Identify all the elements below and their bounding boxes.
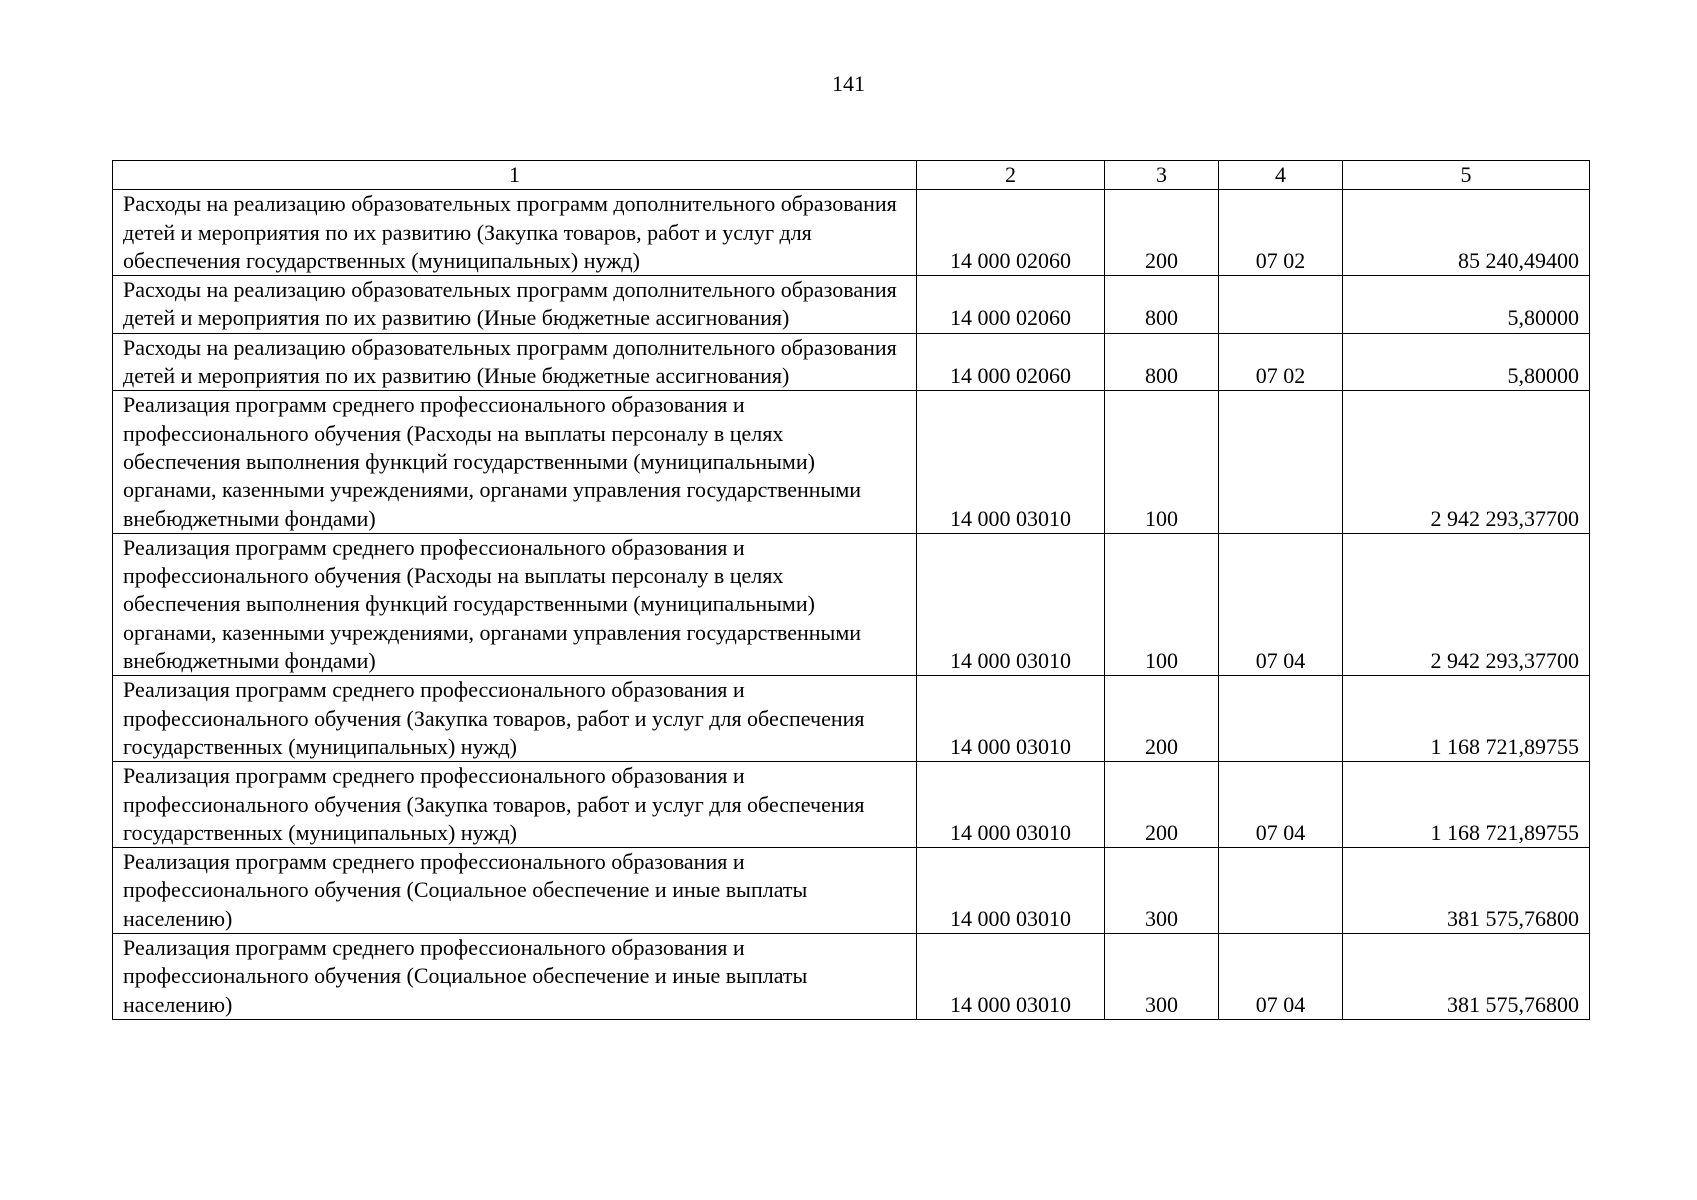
row-section — [1219, 676, 1343, 762]
table-row — [113, 190, 1590, 276]
row-target-article: 14 000 02060 — [917, 276, 1105, 334]
table-row — [113, 533, 1590, 675]
row-section — [1219, 276, 1343, 334]
row-amount: 5,80000 — [1343, 276, 1590, 334]
row-amount: 85 240,49400 — [1343, 190, 1590, 276]
row-expense-type: 300 — [1105, 848, 1219, 934]
row-target-article: 14 000 03010 — [917, 533, 1105, 675]
table-row — [113, 848, 1590, 934]
row-description: Реализация программ среднего профессионального образования и профессионального обучения (Закупка товаров, работ и услуг для обеспечения государственных (муниципальных) нужд) — [113, 676, 917, 762]
row-target-article: 14 000 03010 — [917, 391, 1105, 533]
row-amount: 2 942 293,37700 — [1343, 533, 1590, 675]
table-row — [113, 762, 1590, 848]
page-number: 141 — [832, 71, 865, 96]
row-section: 07 02 — [1219, 333, 1343, 391]
row-amount: 381 575,76800 — [1343, 934, 1590, 1020]
row-description: Расходы на реализацию образовательных программ дополнительного образования детей и мероприятия по их развитию (Иные бюджетные ассигнования) — [113, 333, 917, 391]
column-header: 4 — [1219, 161, 1343, 190]
row-amount: 1 168 721,89755 — [1343, 676, 1590, 762]
row-expense-type: 200 — [1105, 676, 1219, 762]
row-section — [1219, 391, 1343, 533]
table-row — [113, 391, 1590, 533]
row-description: Расходы на реализацию образовательных программ дополнительного образования детей и мероприятия по их развитию (Закупка товаров, работ и услуг для обеспечения государственных (муниципальных) нужд) — [113, 190, 917, 276]
row-expense-type: 200 — [1105, 190, 1219, 276]
table-row — [113, 676, 1590, 762]
table-row — [113, 934, 1590, 1020]
table-header-row — [113, 161, 1590, 190]
row-section: 07 04 — [1219, 762, 1343, 848]
row-section: 07 04 — [1219, 533, 1343, 675]
row-expense-type: 800 — [1105, 276, 1219, 334]
row-expense-type: 800 — [1105, 333, 1219, 391]
row-expense-type: 300 — [1105, 934, 1219, 1020]
budget-table — [112, 160, 1590, 1020]
row-description: Расходы на реализацию образовательных программ дополнительного образования детей и мероприятия по их развитию (Иные бюджетные ассигнования) — [113, 276, 917, 334]
row-description: Реализация программ среднего профессионального образования и профессионального обучения (Социальное обеспечение и иные выплаты населению) — [113, 934, 917, 1020]
row-description: Реализация программ среднего профессионального образования и профессионального обучения (Расходы на выплаты персоналу в целях обеспечения выполнения функций государственными (муниципальными) органами, казенными учреждениями, органами управления государственными внебюджетными фондами) — [113, 391, 917, 533]
row-section: 07 02 — [1219, 190, 1343, 276]
row-section — [1219, 848, 1343, 934]
row-expense-type: 200 — [1105, 762, 1219, 848]
row-amount: 5,80000 — [1343, 333, 1590, 391]
table-row — [113, 276, 1590, 334]
table-row — [113, 333, 1590, 391]
row-description: Реализация программ среднего профессионального образования и профессионального обучения (Социальное обеспечение и иные выплаты населению) — [113, 848, 917, 934]
row-section: 07 04 — [1219, 934, 1343, 1020]
row-target-article: 14 000 03010 — [917, 762, 1105, 848]
row-amount: 2 942 293,37700 — [1343, 391, 1590, 533]
row-expense-type: 100 — [1105, 391, 1219, 533]
row-target-article: 14 000 02060 — [917, 190, 1105, 276]
row-amount: 381 575,76800 — [1343, 848, 1590, 934]
row-target-article: 14 000 03010 — [917, 934, 1105, 1020]
row-expense-type: 100 — [1105, 533, 1219, 675]
row-description: Реализация программ среднего профессионального образования и профессионального обучения (Закупка товаров, работ и услуг для обеспечения государственных (муниципальных) нужд) — [113, 762, 917, 848]
row-amount: 1 168 721,89755 — [1343, 762, 1590, 848]
column-header: 2 — [917, 161, 1105, 190]
column-header: 5 — [1343, 161, 1590, 190]
row-description: Реализация программ среднего профессионального образования и профессионального обучения (Расходы на выплаты персоналу в целях обеспечения выполнения функций государственными (муниципальными) органами, казенными учреждениями, органами управления государственными внебюджетными фондами) — [113, 533, 917, 675]
row-target-article: 14 000 03010 — [917, 676, 1105, 762]
column-header: 3 — [1105, 161, 1219, 190]
column-header: 1 — [113, 161, 917, 190]
row-target-article: 14 000 02060 — [917, 333, 1105, 391]
row-target-article: 14 000 03010 — [917, 848, 1105, 934]
